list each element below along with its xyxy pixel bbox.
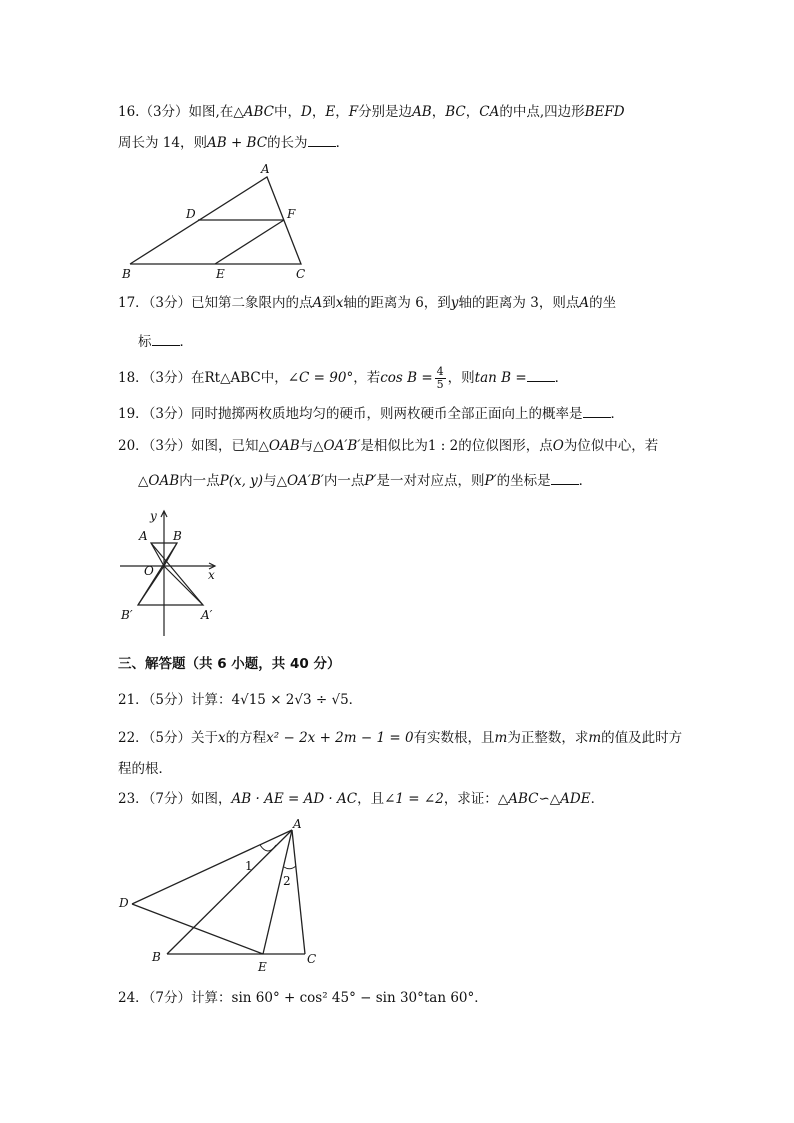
label-x: x <box>208 568 215 582</box>
label-b2: B′ <box>121 608 133 622</box>
angle-2-arc <box>284 866 296 869</box>
label-b: B <box>122 267 131 281</box>
label-angle-2: 2 <box>283 874 291 888</box>
answer-blank <box>551 472 579 485</box>
label-a: A <box>139 529 148 543</box>
q17-line1: 17．（3分）已知第二象限内的点A到x轴的距离为 6，到y轴的距离为 3，则点A的坐 <box>118 295 617 311</box>
q20-figure <box>115 505 225 640</box>
q20-line1: 20．（3分）如图，已知△OAB与△OA′B′是相似比为1 : 2的位似图形，点O为位似中心，若 <box>118 438 659 454</box>
angle-1-arc <box>260 845 276 851</box>
q22-line1: 22．（5分）关于x的方程x² − 2x + 2m − 1 = 0有实数根，且m为正整数，求m的值及此时方 <box>118 730 683 746</box>
label-y: y <box>150 509 157 523</box>
answer-blank <box>152 333 180 346</box>
answer-blank <box>308 134 336 147</box>
q16-line1: 16.（3分）如图,在△ABC中，D，E，F分别是边AB，BC，CA的中点,四边形BEFD <box>118 104 625 120</box>
label-e: E <box>258 960 267 974</box>
section-heading: 三、解答题（共 6 小题，共 40 分） <box>118 656 341 672</box>
q24-line: 24．（7分）计算：sin 60° + cos² 45° − sin 30°tan 60°． <box>118 990 488 1006</box>
label-o: O <box>144 564 154 578</box>
q19-line: 19．（3分）同时抛掷两枚质地均匀的硬币，则两枚硬币全部正面向上的概率是 ． <box>118 406 625 422</box>
label-a: A <box>261 162 270 176</box>
q22-line2: 程的根． <box>118 761 172 777</box>
q17-line2: 标 ． <box>138 334 193 350</box>
q16-line2: 周长为 14，则AB + BC的长为 ． <box>118 135 350 151</box>
segment-ae <box>263 830 292 954</box>
q23-line: 23．（7分）如图，AB · AE = AD · AC，且∠1 = ∠2，求证：△ABC∽△ADE． <box>118 791 605 807</box>
fraction-4-5: $\frac{4}{5}$ <box>436 365 444 391</box>
label-b: B <box>173 529 182 543</box>
q21-line: 21．（5分）计算：4√15 × 2√3 ÷ √5． <box>118 692 363 708</box>
q16-figure <box>110 160 330 285</box>
label-b: B <box>152 950 161 964</box>
label-a2: A′ <box>201 608 213 622</box>
segment-ac <box>292 830 305 954</box>
q18-line: 18．（3分）在Rt△ABC中，∠C = 90°，若cos B = $\frac{4}{5}$ ，则tan B = ． <box>118 365 569 391</box>
label-a: A <box>293 817 302 831</box>
answer-blank <box>527 369 555 382</box>
label-d: D <box>119 896 129 910</box>
segment-de <box>132 904 263 954</box>
label-f: F <box>287 207 296 221</box>
label-c: C <box>296 267 306 281</box>
label-e: E <box>216 267 225 281</box>
q23-figure <box>112 815 332 975</box>
label-c: C <box>307 952 317 966</box>
label-d: D <box>186 207 196 221</box>
answer-blank <box>583 405 611 418</box>
segment-ef <box>215 220 284 264</box>
segment-ad <box>132 830 292 904</box>
label-angle-1: 1 <box>245 859 253 873</box>
q20-line2: △OAB内一点P(x, y)与△OA′B′内一点P′是一对对应点，则P′的坐标是 ． <box>138 473 593 489</box>
